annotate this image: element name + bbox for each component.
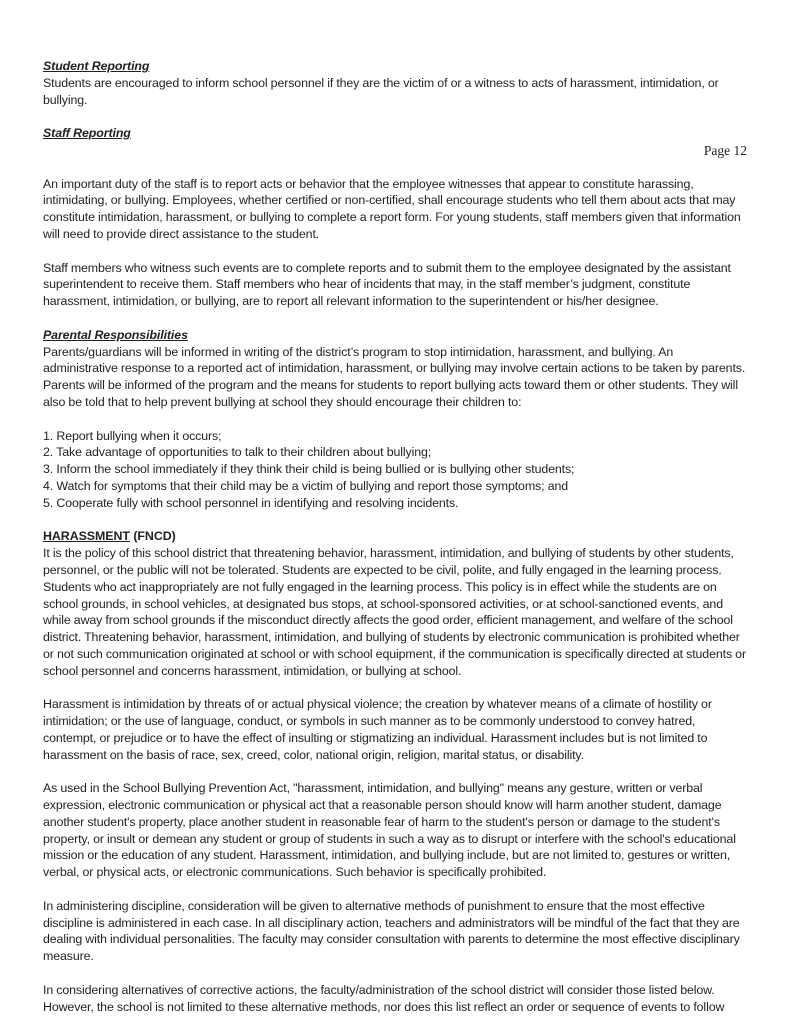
section-heading-text: HARASSMENT (43, 529, 130, 544)
spacer (43, 679, 748, 696)
list-item: 4. Watch for symptoms that their child may be a victim of bullying and report those symptoms; and (43, 478, 569, 493)
section-heading-harassment (43, 528, 748, 545)
spacer (43, 965, 748, 982)
page-number-label: Page 12 (703, 143, 747, 158)
spacer (43, 881, 748, 898)
paragraph-harassment-4: In administering discipline, consideration will be given to alternative methods of punishment to ensure that the most effective discipline is administered in each case. In all disciplinary action, teachers and administrators will be mindful of the fact that they are dealing with individual personalities. The faculty may consider consultation with parents to determine the most effective disciplinary measure. (43, 898, 740, 964)
paragraph-harassment-3: As used in the School Bullying Prevention Act, "harassment, intimidation, and bullying" means any gesture, written or verbal expression, electronic communication or physical act that a reasonable person should know will harm another student, damage another student's property, place another student in reasonable fear of harm to the student's person or damage to the student's property, or insult or demean any student or group of students in such a way as to disrupt or interfere with the school's educational mission or the education of any student. Harassment, intimidation, and bullying include, but are not limited to, gestures or written, verbal, or physical acts, or electronic communications. Such behavior is specifically prohibited. (43, 781, 736, 880)
section-heading-code: (FNCD) (129, 529, 176, 544)
list-item: 3. Inform the school immediately if they think their child is being bullied or is bullying other students; (43, 462, 575, 477)
section-heading-staff-reporting (43, 125, 748, 142)
spacer (43, 411, 748, 428)
paragraph-staff-reporting-2: Staff members who witness such events are to complete reports and to submit them to the employee designated by the assistant superintendent to receive them. Staff members who hear of incidents that may, in the staff member’s judgment, constitute harassment, intimidation, or bullying, are to report all relevant information to the superintendent or his/her designee. (43, 260, 731, 309)
section-heading-student-reporting (43, 58, 748, 75)
spacer (43, 763, 748, 780)
parental-responsibilities-list (43, 428, 748, 512)
paragraph-harassment-2: Harassment is intimidation by threats of or actual physical violence; the creation by whatever means of a climate of hostility or intimidation; or the use of language, conduct, or symbols in such manner as to be commonly understood to convey hatred, contempt, or prejudice or to have the effect of insulting or stigmatizing an individual. Harassment includes but is not limited to harassment on the basis of race, sex, creed, color, national origin, religion, marital status, or disability. (43, 697, 712, 762)
spacer (43, 142, 748, 159)
paragraph-staff-reporting-1: An important duty of the staff is to report acts or behavior that the employee witnesses that appear to constitute harassing, intimidating, or bullying. Employees, whether certified or non-certified, shall encourage students who tell them about acts that may constitute intimidation, harassment, or bullying to complete a report form. For young students, staff members given that information will need to provide direct assistance to the student. (43, 176, 741, 241)
paragraph-student-reporting-1: Students are encouraged to inform school personnel if they are the victim of or a witness to acts of harassment, intimidation, or bullying. (43, 75, 719, 107)
paragraph-parental-responsibilities-1: Parents/guardians will be informed in writing of the district’s program to stop intimidation, harassment, and bullying. An administrative response to a reported act of intimidation, harassment, or bullying may involve certain actions to be taken by parents. Parents will be informed of the program and the means for students to report bullying acts toward them or other students. They will also be told that to help prevent bullying at school they should encourage their children to: (43, 344, 746, 409)
list-item: 1. Report bullying when it occurs; (43, 428, 222, 443)
spacer (43, 310, 748, 327)
paragraph-harassment-1: It is the policy of this school district that threatening behavior, harassment, intimidation, and bullying of students by other students, personnel, or the public will not be tolerated. Students are expected to be civil, polite, and fully engaged in the learning process. Students who act inappropriately are not fully engaged in the learning process. This policy is in effect while the students are on school grounds, in school vehicles, at designated bus stops, at school-sponsored activities, or at school-sanctioned events, and while away from school grounds if the misconduct directly affects the good order, efficient management, and welfare of the school district. Threatening behavior, harassment, intimidation, and bullying of students by electronic communication is prohibited whether or not such communication originated at school or with school equipment, if the communication is specifically directed at students or school personnel and concerns harassment, intimidation, or bullying at school. (43, 546, 746, 678)
spacer (43, 243, 748, 260)
spacer (43, 108, 748, 125)
spacer (43, 159, 748, 176)
document-body (43, 58, 748, 1015)
section-heading-text: Student Reporting (43, 59, 150, 73)
spacer (43, 512, 748, 529)
list-item: 2. Take advantage of opportunities to talk to their children about bullying; (43, 445, 432, 460)
list-item: 5. Cooperate fully with school personnel in identifying and resolving incidents. (43, 495, 459, 510)
paragraph-harassment-5: In considering alternatives of corrective actions, the faculty/administration of the school district will consider those listed below. However, the school is not limited to these alternative methods, nor does this list reflect an order or sequence of events to follow (43, 982, 725, 1014)
section-heading-parental-responsibilities (43, 327, 748, 344)
section-heading-text: Staff Reporting (43, 126, 131, 141)
section-heading-text: Parental Responsibilities (43, 327, 188, 342)
